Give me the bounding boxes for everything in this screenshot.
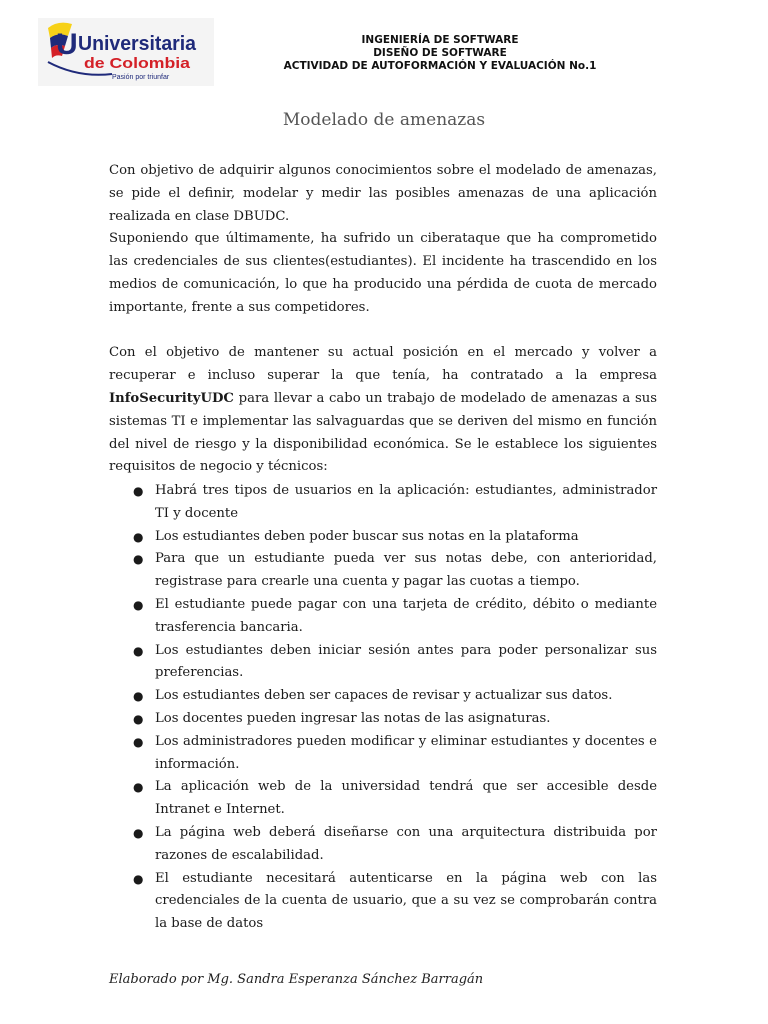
list-item: ● Los estudiantes deben ser capaces de revisar y actualizar sus datos. — [109, 685, 657, 708]
list-item: ● La página web deberá diseñarse con una arquitectura distribuida por razones de escalabilidad. — [109, 822, 657, 868]
paragraph-3-start: Con el objetivo de mantener su actual posición en el mercado y volver a recuperar e incluso superar la que tenía, ha contratado a la empresa — [109, 345, 657, 384]
bullet-icon: ● — [133, 597, 144, 612]
list-item: ● La aplicación web de la universidad tendrá que ser accesible desde Intranet e Internet. — [109, 776, 657, 822]
paragraph-3-end: para llevar a cabo un trabajo de modelado de amenazas a sus sistemas TI e implementar las salvaguardas que se deriven del mismo en función del nivel de riesgo y la disponibilidad económica. Se le establece los siguientes requisitos de negocio y técnicos: — [109, 390, 657, 475]
page-title: Modelado de amenazas — [282, 110, 486, 130]
header-line-3: ACTIVIDAD DE AUTOFORMACIÓN Y EVALUACIÓN No.1 — [283, 60, 597, 72]
header-line-2: DISEÑO DE SOFTWARE — [373, 47, 507, 59]
header-line-1: INGENIERÍA DE SOFTWARE — [361, 34, 519, 46]
requirements-list — [109, 480, 657, 936]
bullet-icon: ● — [133, 871, 144, 886]
bullet-icon: ● — [133, 484, 144, 498]
bullet-icon: ● — [133, 529, 144, 544]
paragraph-2: Suponiendo que últimamente, ha sufrido un ciberataque que ha comprometido las credenciales de sus clientes(estudiantes). El incidente ha trascendido en los medios de comunicación, lo que ha producido una pérdida de cuota de mercado importante, frente a sus competidores. — [109, 231, 657, 315]
bullet-icon: ● — [133, 552, 144, 567]
footer-author: Elaborado por Mg. Sandra Esperanza Sánchez Barragán — [109, 972, 484, 987]
intro-text — [109, 160, 657, 479]
bullet-icon: ● — [133, 825, 144, 840]
logo-line1: Universitaria — [78, 33, 197, 55]
company-name: InfoSecurityUDC — [109, 390, 234, 406]
document-header — [240, 34, 640, 73]
university-logo — [38, 18, 214, 86]
bullet-icon: ● — [133, 780, 144, 795]
bullet-icon: ● — [133, 734, 144, 749]
list-item: ● Para que un estudiante pueda ver sus notas debe, con anterioridad, registrase para crearle una cuenta y pagar las cuotas a tiempo. — [109, 548, 657, 594]
bullet-icon: ● — [133, 689, 144, 704]
bullet-icon: ● — [133, 643, 144, 658]
list-item: ● El estudiante puede pagar con una tarjeta de crédito, débito o mediante trasferencia bancaria. — [109, 594, 657, 640]
paragraph-3 — [109, 342, 657, 479]
bullet-icon: ● — [133, 711, 144, 726]
svg-text:U: U — [56, 28, 78, 61]
list-item: ● El estudiante necesitará autenticarse en la página web con las credenciales de la cuenta de usuario, que a su vez se comprobarán contra la base de datos — [109, 868, 657, 936]
paragraph-1: Con objetivo de adquirir algunos conocimientos sobre el modelado de amenazas, se pide el definir, modelar y medir las posibles amenazas de una aplicación realizada en clase DBUDC. — [109, 163, 657, 224]
list-item: ● Los estudiantes deben iniciar sesión antes para poder personalizar sus preferencias. — [109, 640, 657, 686]
list-item: ● Habrá tres tipos de usuarios en la aplicación: estudiantes, administrador TI y docente — [109, 480, 657, 526]
list-item: ● Los estudiantes deben poder buscar sus notas en la plataforma — [109, 526, 657, 549]
logo-tagline: Pasión por triunfar — [112, 74, 170, 81]
list-item: ● Los docentes pueden ingresar las notas de las asignaturas. — [109, 708, 657, 731]
list-item: ● Los administradores pueden modificar y eliminar estudiantes y docentes e información. — [109, 731, 657, 777]
logo-line2: de Colombia — [84, 55, 191, 72]
